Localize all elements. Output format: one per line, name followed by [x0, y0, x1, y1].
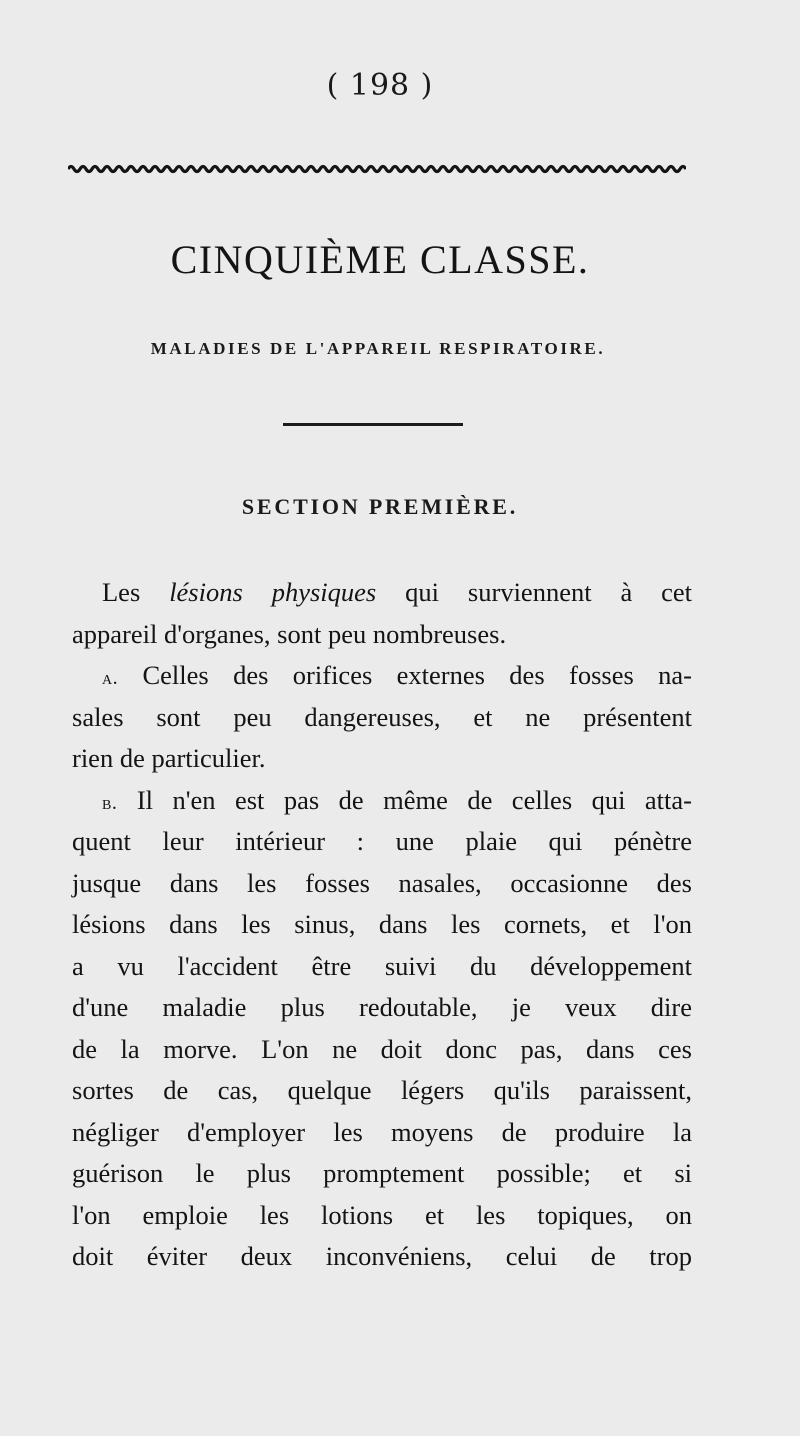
- text-line: rien de particulier.: [72, 743, 266, 773]
- ornamental-rule: [68, 163, 686, 175]
- class-subtitle: MALADIES DE L'APPAREIL RESPIRATOIRE.: [150, 339, 606, 358]
- text-line: a vu l'accident être suivi du développement: [72, 950, 692, 981]
- text-line: guérison le plus promptement possible; et si: [72, 1158, 692, 1188]
- text-line: l'on emploie les lotions et les topiques, on: [72, 1199, 692, 1230]
- text-line: jusque dans les fosses nasales, occasionne des: [72, 867, 692, 898]
- divider-rule: [283, 423, 463, 426]
- text-fragment: Celles des orifices externes des fosses na-: [142, 660, 692, 690]
- section-title: SECTION PREMIÈRE.: [241, 494, 519, 519]
- text-line: quent leur intérieur : une plaie qui pénètre: [72, 826, 692, 856]
- text-line: de la morve. L'on ne doit donc pas, dans ces: [72, 1033, 692, 1064]
- page-number: ( 198 ): [326, 68, 434, 103]
- text-line: [72, 572, 692, 614]
- text-line: négliger d'employer les moyens de produire la: [72, 1116, 692, 1147]
- text-line: d'une maladie plus redoutable, je veux dire: [72, 992, 692, 1022]
- text-line: sortes de cas, quelque légers qu'ils paraissent,: [72, 1075, 692, 1105]
- class-title: CINQUIÈME CLASSE.: [170, 237, 590, 282]
- text-fragment: Il n'en est pas de même de celles qui atta-: [136, 784, 692, 815]
- text-line: sales sont peu dangereuses, et ne présentent: [72, 701, 692, 732]
- text-line: lésions dans les sinus, dans les cornets, et l'on: [72, 909, 692, 939]
- text-fragment: Les: [102, 577, 141, 607]
- paragraph-marker: a.: [102, 667, 119, 689]
- text-line: doit éviter deux inconvéniens, celui de trop: [72, 1241, 692, 1271]
- body-text: [72, 572, 692, 1278]
- text-line: appareil d'organes, sont peu nombreuses.: [72, 618, 507, 649]
- text-fragment: qui surviennent à cet: [405, 577, 693, 607]
- italic-term: lésions physiques: [169, 577, 377, 607]
- paragraph-marker: b.: [102, 791, 118, 814]
- text-line: [72, 780, 692, 822]
- text-line: [72, 655, 692, 697]
